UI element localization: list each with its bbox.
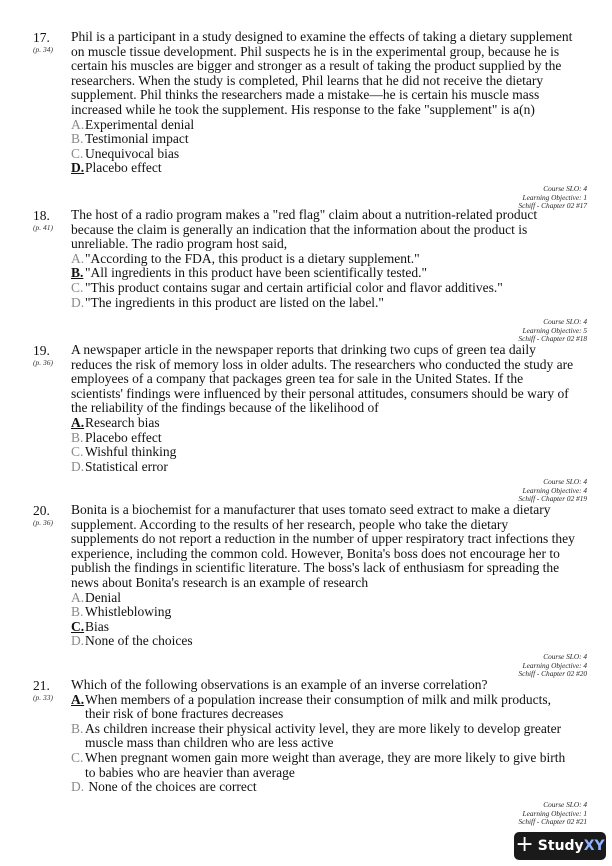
option-a: [71, 118, 578, 133]
option-letter-correct: B.: [71, 265, 84, 281]
meta-slo: Course SLO: 4: [543, 317, 587, 326]
option-list: [71, 693, 578, 795]
page-reference: (p. 36): [33, 358, 53, 367]
option-text: Wishful thinking: [85, 444, 177, 460]
option-b: [71, 266, 578, 281]
question-number: 17.: [33, 30, 50, 45]
option-text: None of the choices are correct: [85, 779, 257, 795]
question-text: A newspaper article in the newspaper reports that drinking two cups of green tea daily reduces the risk of memory loss in older adults. The researchers who conducted the study are employees of a company that packages green tea for sale in the United States. If the scientists' findings were influenced by their personal attitudes, consumers should be wary of the reliability of the findings because of the likelihood of: [71, 342, 574, 416]
page-reference: (p. 41): [33, 223, 53, 232]
question-number: 18.: [33, 208, 50, 223]
option-list: [71, 118, 578, 176]
option-c: [71, 147, 578, 162]
option-text: Testimonial impact: [85, 131, 189, 147]
option-text: None of the choices: [85, 633, 193, 649]
meta-objective: Learning Objective: 1: [522, 192, 587, 202]
option-d: [71, 161, 578, 176]
option-letter: B.: [71, 429, 84, 445]
option-a: [71, 591, 578, 606]
page-reference: (p. 34): [33, 45, 53, 54]
question-text: Which of the following observations is an example of an inverse correlation?: [71, 677, 488, 692]
option-d: [71, 634, 578, 649]
meta-objective: Learning Objective: 4: [522, 485, 587, 495]
page-reference: (p. 33): [33, 693, 53, 702]
option-letter: D.: [71, 779, 85, 795]
meta-chapter: Schiff - Chapter 02 #18: [518, 334, 587, 344]
option-letter: C.: [71, 749, 84, 765]
meta-slo: Course SLO: 4: [543, 184, 587, 193]
option-letter: B.: [71, 131, 84, 147]
option-letter: B.: [71, 720, 84, 736]
question-number: 21.: [33, 678, 50, 693]
option-letter-correct: A.: [71, 414, 85, 430]
option-text: Unequivocal bias: [85, 145, 180, 161]
studyxy-badge[interactable]: [514, 832, 606, 860]
option-text: Research bias: [85, 414, 160, 430]
meta-slo: Course SLO: 4: [543, 652, 587, 661]
option-letter: B.: [71, 604, 84, 620]
meta-objective: Learning Objective: 1: [522, 808, 587, 818]
option-text: Placebo effect: [85, 160, 162, 176]
question-17: [33, 30, 578, 176]
plus-icon: +: [515, 832, 534, 857]
option-a: [71, 252, 578, 267]
meta-chapter: Schiff - Chapter 02 #19: [518, 494, 587, 504]
option-letter: C.: [71, 444, 84, 460]
page-reference: (p. 36): [33, 518, 53, 527]
option-text: Placebo effect: [85, 429, 162, 445]
option-letter: D.: [71, 458, 85, 474]
option-list: [71, 416, 578, 474]
question-number: 20.: [33, 503, 50, 518]
meta-chapter: Schiff - Chapter 02 #20: [518, 669, 587, 679]
question-text: Bonita is a biochemist for a manufacturer that uses tomato seed extract to make a dietary supplement. According to the results of her research, people who take the dietary supplements do not report a reduction in the number of upper respiratory tract infections they experience, including the common cold. However, Bonita's boss does not encourage her to publish the findings in scientific literature. The boss's lack of enthusiasm for spreading the news about Bonita's research is an example of research: [71, 502, 575, 590]
meta-objective: Learning Objective: 4: [522, 660, 587, 670]
option-d: [71, 296, 578, 311]
option-letter: D.: [71, 633, 85, 649]
option-list: [71, 252, 578, 310]
option-letter: C.: [71, 279, 84, 295]
option-d: [71, 460, 578, 475]
question-18: [33, 208, 578, 310]
meta-objective: Learning Objective: 5: [522, 325, 587, 335]
option-letter: D.: [71, 294, 85, 310]
option-c: [71, 281, 578, 296]
question-21: [33, 678, 578, 795]
question-meta: [518, 318, 587, 344]
question-meta: [518, 801, 587, 827]
option-letter: A.: [71, 589, 85, 605]
option-letter: A.: [71, 250, 85, 266]
brand-name: [538, 838, 605, 854]
question-text: Phil is a participant in a study designed to examine the effects of taking a dietary supplement on muscle tissue development. Phil suspects he is in the experimental group, because he is certain his muscles are bigger and stronger as a result of taking the product supplied by the researchers. When the study is completed, Phil learns that he did not receive the dietary supplement. Phil thinks the researchers made a mistake—he is certain his muscle mass increased while he took the supplement. His response to the fake "supplement" is a(n): [71, 29, 573, 117]
option-text: Bias: [85, 618, 110, 634]
option-c: [71, 445, 578, 460]
option-c: [71, 620, 578, 635]
question-meta: [518, 653, 587, 679]
brand-name-main: Study: [537, 838, 584, 854]
brand-name-accent: XY: [583, 838, 605, 854]
option-b: [71, 722, 578, 751]
option-b: [71, 605, 578, 620]
question-text: The host of a radio program makes a "red flag" claim about a nutrition-related product because the claim is generally an indication that the information about the product is unreliable. The radio program host said,: [71, 207, 538, 252]
option-letter: C.: [71, 145, 84, 161]
option-a: [71, 693, 578, 722]
option-b: [71, 431, 578, 446]
question-meta: [518, 478, 587, 504]
question-number: 19.: [33, 343, 50, 358]
option-a: [71, 416, 578, 431]
option-letter-correct: D.: [71, 160, 85, 176]
option-letter: A.: [71, 116, 85, 132]
option-text: "According to the FDA, this product is a dietary supplement.": [85, 250, 420, 266]
option-text: Experimental denial: [85, 116, 195, 132]
option-text: "All ingredients in this product have been scientifically tested.": [85, 265, 428, 281]
option-text: As children increase their physical activity level, they are more likely to develop greater muscle mass than children who are less active: [85, 720, 562, 751]
option-text: Whistleblowing: [85, 604, 172, 620]
option-text: When pregnant women gain more weight than average, they are more likely to give birth to babies who are heavier than average: [85, 749, 566, 780]
meta-chapter: Schiff - Chapter 02 #21: [518, 817, 587, 827]
option-c: [71, 751, 578, 780]
option-text: Denial: [85, 589, 121, 605]
option-d: [71, 780, 578, 795]
option-b: [71, 132, 578, 147]
option-list: [71, 591, 578, 649]
question-20: [33, 503, 578, 649]
meta-slo: Course SLO: 4: [543, 477, 587, 486]
meta-slo: Course SLO: 4: [543, 800, 587, 809]
option-letter-correct: C.: [71, 618, 85, 634]
meta-chapter: Schiff - Chapter 02 #17: [518, 201, 587, 211]
option-letter-correct: A.: [71, 691, 85, 707]
option-text: Statistical error: [85, 458, 168, 474]
option-text: When members of a population increase their consumption of milk and milk products, their risk of bone fractures decreases: [85, 691, 552, 722]
option-text: "This product contains sugar and certain artificial color and flavor additives.": [85, 279, 503, 295]
option-text: "The ingredients in this product are listed on the label.": [85, 294, 384, 310]
question-19: [33, 343, 578, 474]
